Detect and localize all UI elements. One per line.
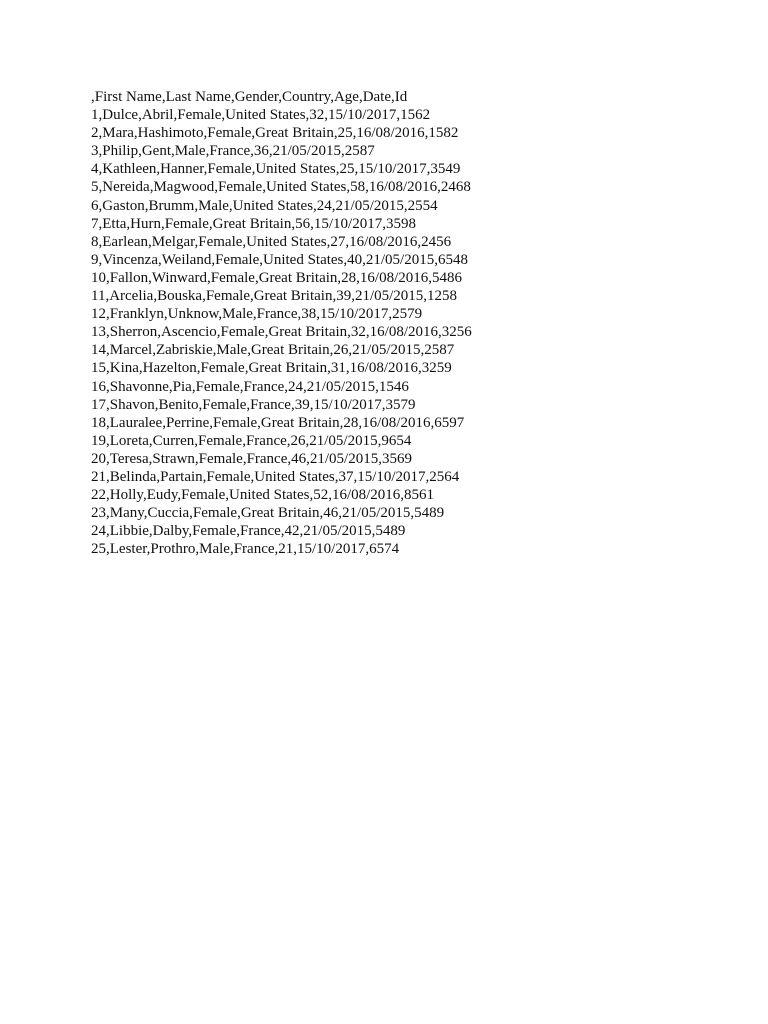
csv-row: 18,Lauralee,Perrine,Female,Great Britain,28,16/08/2016,6597 — [91, 414, 465, 431]
csv-row: 15,Kina,Hazelton,Female,Great Britain,31,16/08/2016,3259 — [91, 360, 452, 377]
csv-row: 7,Etta,Hurn,Female,Great Britain,56,15/10/2017,3598 — [91, 215, 416, 232]
csv-row: 6,Gaston,Brumm,Male,United States,24,21/05/2015,2554 — [91, 197, 438, 214]
csv-row: 19,Loreta,Curren,Female,France,26,21/05/2015,9654 — [91, 432, 412, 449]
csv-row: 22,Holly,Eudy,Female,United States,52,16/08/2016,8561 — [91, 487, 435, 504]
csv-row: 14,Marcel,Zabriskie,Male,Great Britain,26,21/05/2015,2587 — [91, 342, 455, 359]
csv-row: 20,Teresa,Strawn,Female,France,46,21/05/2015,3569 — [91, 450, 412, 467]
csv-row: 16,Shavonne,Pia,Female,France,24,21/05/2015,1546 — [91, 378, 409, 395]
csv-header-line: ,First Name,Last Name,Gender,Country,Age,Date,Id — [91, 89, 408, 105]
csv-row: 5,Nereida,Magwood,Female,United States,58,16/08/2016,2468 — [91, 179, 471, 196]
csv-row: 1,Dulce,Abril,Female,United States,32,15/10/2017,1562 — [91, 107, 431, 124]
csv-row: 2,Mara,Hashimoto,Female,Great Britain,25,16/08/2016,1582 — [91, 125, 459, 142]
csv-row: 24,Libbie,Dalby,Female,France,42,21/05/2015,5489 — [91, 523, 406, 540]
csv-row: 8,Earlean,Melgar,Female,United States,27,16/08/2016,2456 — [91, 233, 452, 250]
csv-row: 3,Philip,Gent,Male,France,36,21/05/2015,2587 — [91, 143, 375, 160]
csv-row: 4,Kathleen,Hanner,Female,United States,25,15/10/2017,3549 — [91, 161, 461, 178]
csv-row: 25,Lester,Prothro,Male,France,21,15/10/2017,6574 — [91, 541, 400, 558]
csv-row: 10,Fallon,Winward,Female,Great Britain,28,16/08/2016,5486 — [91, 269, 463, 286]
csv-row: 23,Many,Cuccia,Female,Great Britain,46,21/05/2015,5489 — [91, 505, 445, 522]
csv-row: 17,Shavon,Benito,Female,France,39,15/10/2017,3579 — [91, 396, 416, 413]
csv-row: 13,Sherron,Ascencio,Female,Great Britain,32,16/08/2016,3256 — [91, 324, 472, 341]
csv-row: 9,Vincenza,Weiland,Female,United States,40,21/05/2015,6548 — [91, 251, 468, 268]
csv-row: 12,Franklyn,Unknow,Male,France,38,15/10/2017,2579 — [91, 306, 423, 323]
csv-row: 11,Arcelia,Bouska,Female,Great Britain,39,21/05/2015,1258 — [91, 288, 458, 305]
csv-text-block — [91, 88, 472, 558]
csv-row: 21,Belinda,Partain,Female,United States,37,15/10/2017,2564 — [91, 468, 460, 485]
